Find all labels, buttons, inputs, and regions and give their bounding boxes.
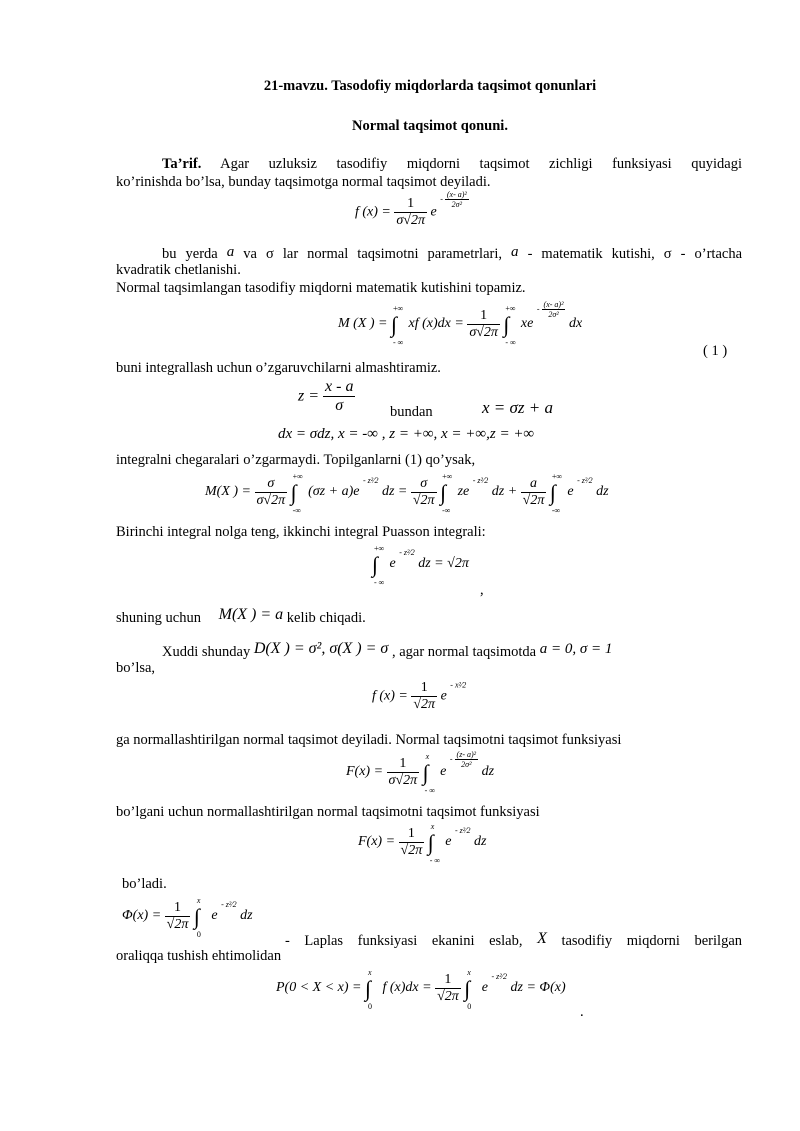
page-title: 21-mavzu. Tasodofiy miqdorlarda taqsimot qonunlari — [263, 78, 597, 94]
definition-label: Ta’rif. — [162, 156, 202, 172]
variance-line-2: bo’lsa, — [116, 660, 156, 676]
expectation-intro: Normal taqsimlangan tasodifiy miqdorni matematik kutishini topamiz. — [116, 280, 526, 296]
result-line: shuning uchun M(X ) = a kelib chiqadi. — [116, 606, 366, 626]
substitution-intro: buni integrallash uchun o’zgaruvchilarni almashtiramiz. — [116, 360, 441, 376]
limits-text: integralni chegaralari o’zgarmaydi. Topilganlarni (1) qo’ysak, — [116, 452, 476, 468]
definition-line-1: Ta’rif. Agar uzluksiz tasodifiy miqdorni taqsimot zichligi funksiyasi quyidagi — [162, 156, 742, 172]
substitution-word: bundan — [390, 404, 433, 420]
formula-substitution: z = $\frac{x - a}{\sigma}$ — [298, 378, 354, 414]
params-line-1: bu yerda a va σ lar normal taqsimotni parametrlari, a - matematik kutishi, σ - o’rtacha — [162, 244, 742, 262]
cdf-text: bo’lgani uchun normallashtirilgan normal taqsimotni taqsimot funksiyasi — [116, 804, 540, 820]
formula-expanded: M(X ) = $\frac{\sigma}{\sigma√2\pi}$ +∞ ∫ -∞ (σz + a)e $^{- z^2⁄2}$ dz = $\frac{\sigma}{√2\pi}$ +∞ ∫ -∞ ze $^{- z^2⁄2}$ dz + $\frac{a}{√2\pi}$ +∞ ∫ -∞ e $^{- z^2⁄2}$ dz — [205, 472, 609, 515]
formula-std-cdf: F(x) = $\frac{1}{√2\pi}$ x ∫ - ∞ e $^{- z^2⁄2}$ dz — [358, 822, 487, 865]
definition-line-2: ko’rinishda bo’lsa, bunday taqsimotga normal taqsimot deyiladi. — [116, 174, 491, 190]
formula-laplace: Φ(x) = $\frac{1}{√2\pi}$ x ∫ 0 e $^{- z^2⁄2}$ dz — [122, 896, 253, 939]
laplace-line-1: - Laplas funksiyasi ekanini eslab, X tasodifiy miqdorni berilgan — [285, 930, 743, 949]
substitution-rhs: x = σz + a — [482, 398, 553, 417]
std-text: ga normallashtirilgan normal taqsimot deyiladi. Normal taqsimotni taqsimot funksiyasi — [116, 732, 622, 748]
poisson-comma: , — [480, 582, 484, 598]
variance-line: Xuddi shunday D(X ) = σ², σ(X ) = σ , agar normal taqsimotda a = 0, σ = 1 — [162, 640, 613, 660]
formula-poisson: +∞ ∫ - ∞ e $^{- z^2⁄2}$ dz = √2π — [372, 544, 469, 587]
substitution-line-2: dx = σdz, x = -∞ , z = +∞, x = +∞,z = +∞ — [278, 426, 535, 442]
equation-number: ( 1 ) — [703, 343, 728, 359]
formula-cdf: F(x) = $\frac{1}{\sigma√2\pi}$ x ∫ - ∞ e - $\frac{\text{(z- a)²}}{\text{2σ²}}$ dz — [346, 750, 495, 795]
boladi-text: bo’ladi. — [122, 876, 167, 892]
page-subtitle: Normal taqsimot qonuni. — [352, 118, 508, 134]
formula-std-density: f (x) = $\frac{1}{√2\pi}$ e $^{- x^2⁄2}$ — [372, 680, 467, 712]
formula-expectation: M (X ) = +∞ ∫ - ∞ xf (x)dx = $\frac{1}{\sigma√2\pi}$ +∞ ∫ - ∞ xe - $\frac{\text{(x- a)²}}{\text{2σ²}}$ dx — [338, 300, 583, 347]
poisson-text: Birinchi integral nolga teng, ikkinchi integral Puasson integrali: — [116, 524, 486, 540]
laplace-line-2: oraliqqa tushish ehtimolidan — [116, 948, 282, 964]
params-line-2: kvadratik chetlanishi. — [116, 262, 241, 278]
formula-probability: P(0 < X < x) = x ∫ 0 f (x)dx = $\frac{1}{√2\pi}$ x ∫ 0 e $^{- z^2⁄2}$ dz = Φ(x) — [276, 968, 566, 1011]
formula-density: f (x) = $\frac{1}{\sigma√2\pi}$ e - $\frac{\text{(x- a)²}}{\text{2σ²}}$ — [355, 190, 467, 228]
probability-dot: . — [580, 1004, 584, 1020]
